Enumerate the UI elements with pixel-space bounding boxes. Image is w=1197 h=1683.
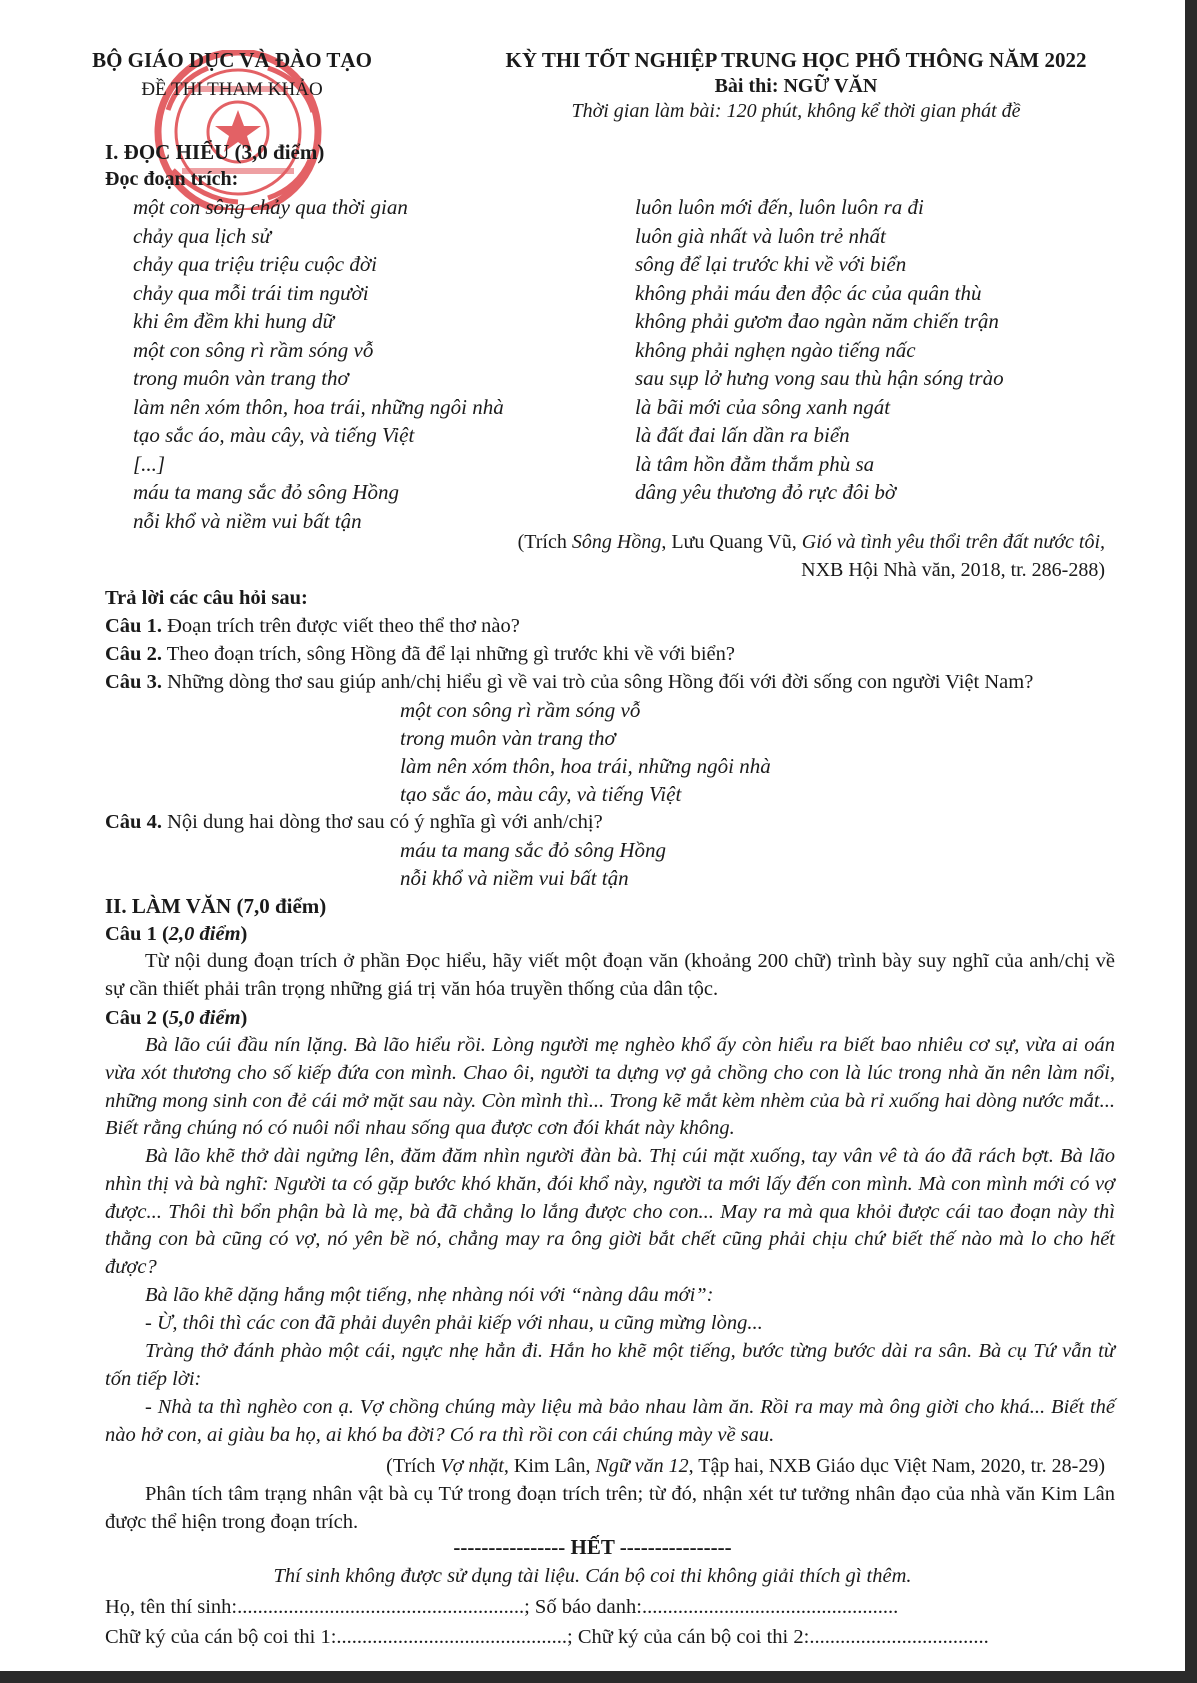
poem-line: dâng yêu thương đỏ rực đôi bờ [635,480,897,504]
source-book: Ngữ văn 12 [595,1455,689,1477]
excerpt-source [386,1452,1105,1480]
question-text: Theo đoạn trích, sông Hồng đã để lại những gì trước khi về với biển? [161,643,735,665]
exam-title: KỲ THI TỐT NGHIỆP TRUNG HỌC PHỔ THÔNG NĂM 2022 [505,48,1087,72]
exam-subject: Bài thi: NGỮ VĂN [714,75,878,97]
poem-line: chảy qua lịch sử [133,223,272,248]
questions-block [105,584,1115,696]
excerpt-paragraph-2: Bà lão khẽ thở dài ngửng lên, đăm đăm nhìn người đàn bà. Thị cúi mặt xuống, tay vân vê tà áo đã rách bợt. Bà lão nhìn thị và bà nghĩ: Người ta có gặp bước khó khăn, đói khổ này, người ta mới lấy đến con mình. Mà con mình mới có vợ được... Thôi thì bổn phận bà là mẹ, bà đã chẳng lo lắng được cho con... May ra mà qua khỏi được cái tao đoạn này thì thằng con bà cũng có vợ, nó yên bề nó, chẳng may ra ông giời bắt chết cũng phải chịu chứ biết thế nào mà lo cho hết được? [105,1145,1115,1279]
source-open: (Trích [386,1455,441,1477]
essay-2-label [105,1004,1115,1032]
source-work: Vợ nhặt [440,1455,504,1477]
question-text: Đoạn trích trên được viết theo thể thơ nào? [161,615,520,637]
excerpt-paragraph-6: - Nhà ta thì nghèo con ạ. Vợ chồng chúng mày liệu mà bảo nhau làm ăn. Rồi ra may mà ông giời cho khá... Biết thế nào hở con, ai giàu ba họ, ai khó ba đời? Có ra thì rồi con cái chúng mày về sau. [105,1396,1115,1446]
source-rest: , Tập hai, NXB Giáo dục Việt Nam, 2020, tr. 28-29) [688,1455,1105,1477]
question-label: Câu 2. [105,643,162,665]
label-close: ) [240,1007,248,1029]
poem-line: là bãi mới của sông xanh ngát [635,394,891,419]
points: 2,0 điểm [168,923,241,945]
poem-line: máu ta mang sắc đỏ sông Hồng [133,480,399,504]
end-note: Thí sinh không được sử dụng tài liệu. Cán bộ coi thi không giải thích gì thêm. [273,1565,912,1587]
verse-line: trong muôn vàn trang thơ [400,726,616,750]
verse-line: máu ta mang sắc đỏ sông Hồng [400,838,666,862]
end-mark: ---------------- HẾT ---------------- [453,1535,732,1559]
question-2 [105,640,1115,668]
question-label: Câu 4. [105,811,162,833]
poem-line: một con sông rì rầm sóng vỗ [133,337,374,362]
poem-line: chảy qua mỗi trái tim người [133,280,369,305]
section1-title: I. ĐỌC HIỂU (3,0 điểm) [105,140,325,164]
essay-1-prompt: Từ nội dung đoạn trích ở phần Đọc hiểu, hãy viết một đoạn văn (khoảng 200 chữ) trình bày suy nghĩ của anh/chị về sự cần thiết phải trân trọng những giá trị văn hóa truyền thống của dân tộc. [105,950,1115,1000]
poem-line: một con sông chảy qua thời gian [133,195,408,219]
poem-line: sau sụp lở hưng vong sau thù hận sóng trào [635,366,1004,390]
source-author: , Kim Lân, [503,1455,596,1477]
candidate-info-line: Họ, tên thí sinh:........................................................; Số báo danh:.................................................. [105,1596,899,1618]
question-4-block [105,808,1115,836]
proctor-signature-line: Chữ ký của cán bộ coi thi 1:.............................................; Chữ ký của cán bộ coi thi 2:................................... [105,1626,989,1648]
source-author: , Lưu Quang Vũ, [661,531,802,553]
poem-line: luôn già nhất và luôn trẻ nhất [635,223,886,248]
q4-verses [400,836,666,892]
poem-left-column [133,193,504,535]
poem-line: khi êm đềm khi hung dữ [133,309,334,333]
ministry-name: BỘ GIÁO DỤC VÀ ĐÀO TẠO [92,48,372,72]
section2-title: II. LÀM VĂN (7,0 điểm) [105,894,327,918]
poem-line: luôn luôn mới đến, luôn luôn ra đi [635,195,924,219]
section2-heading-block [105,892,1115,948]
poem-line: làm nên xóm thôn, hoa trái, những ngôi nhà [133,394,504,419]
poem-line: không phải máu đen độc ác của quân thù [635,280,982,305]
question-3 [105,668,1115,696]
questions-heading: Trả lời các câu hỏi sau: [105,587,308,609]
poem-line: chảy qua triệu triệu cuộc đời [133,252,377,276]
label-close: ) [240,923,248,945]
source-publisher: NXB Hội Nhà văn, 2018, tr. 286-288) [801,559,1105,581]
poem-line: không phải gươm đao ngàn năm chiến trận [635,309,999,333]
scan-edge-bottom [0,1671,1197,1683]
exam-type: ĐỀ THI THAM KHẢO [141,79,323,100]
verse-line: làm nên xóm thôn, hoa trái, những ngôi nhà [400,754,771,778]
scan-edge-right [1185,0,1197,1683]
verse-line: tạo sắc áo, màu cây, và tiếng Việt [400,782,682,806]
verse-line: nỗi khổ và niềm vui bất tận [400,866,629,890]
poem-line: trong muôn vàn trang thơ [133,366,349,390]
question-text: Những dòng thơ sau giúp anh/chị hiểu gì về vai trò của sông Hồng đối với đời sống con người Việt Nam? [161,671,1034,693]
essay-1-label [105,920,1115,948]
q3-verses [400,696,771,808]
label-text: Câu 1 ( [105,923,169,945]
label-text: Câu 2 ( [105,1007,169,1029]
poem-source [518,528,1105,584]
source-work: Sông Hồng [571,531,662,553]
essay-2-task: Phân tích tâm trạng nhân vật bà cụ Tứ trong đoạn trích trên; từ đó, nhận xét tư tưởng nhân đạo của nhà văn Kim Lân được thể hiện trong đoạn trích. [105,1483,1115,1533]
time-note: Thời gian làm bài: 120 phút, không kể thời gian phát đề [571,100,1021,122]
poem-right-column [635,193,1004,507]
excerpt-paragraph-5: Tràng thở đánh phào một cái, ngực nhẹ hẳn đi. Hắn ho khẽ một tiếng, bước từng bước dài ra sân. Bà cụ Tứ vẫn từ tốn tiếp lời: [105,1340,1115,1390]
poem-line: nỗi khổ và niềm vui bất tận [133,508,362,533]
header-right [476,48,1116,123]
poem-line: sông để lại trước khi về với biển [635,252,907,276]
poem-line: không phải nghẹn ngào tiếng nấc [635,337,916,362]
header-left [82,48,382,101]
excerpt-paragraph-4: - Ừ, thôi thì các con đã phải duyên phải kiếp với nhau, u cũng mừng lòng... [145,1312,763,1334]
question-1 [105,612,1115,640]
verse-line: một con sông rì rầm sóng vỗ [400,698,641,722]
question-4 [105,808,1115,836]
poem-line: [...] [133,451,166,476]
essay-2-label-block [105,1004,1115,1032]
poem-line: là tâm hồn đằm thắm phù sa [635,451,875,476]
excerpt-paragraph-3: Bà lão khẽ dặng hắng một tiếng, nhẹ nhàng nói với “nàng dâu mới”: [145,1284,714,1306]
source-open: (Trích [517,531,572,553]
poem-line: tạo sắc áo, màu cây, và tiếng Việt [133,423,415,447]
source-book: Gió và tình yêu thổi trên đất nước tôi, [801,531,1105,553]
points: 5,0 điểm [168,1007,241,1029]
reading-intro: Đọc đoạn trích: [105,168,239,190]
poem-line: là đất đai lấn dần ra biển [635,423,850,447]
question-text: Nội dung hai dòng thơ sau có ý nghĩa gì với anh/chị? [161,811,603,833]
question-label: Câu 1. [105,615,162,637]
question-label: Câu 3. [105,671,162,693]
excerpt-paragraph-1: Bà lão cúi đầu nín lặng. Bà lão hiểu rồi. Lòng người mẹ nghèo khổ ấy còn hiểu ra biết bao nhiêu cơ sự, vừa ai oán vừa xót thương cho số kiếp đứa con mình. Chao ôi, người ta dựng vợ gả chồng cho con là lúc trong nhà ăn nên làm nổi, những mong sinh con đẻ cái mở mặt sau này. Còn mình thì... Trong kẽ mắt kèm nhèm của bà rỉ xuống hai dòng nước mắt... Biết rằng chúng nó có nuôi nổi nhau sống qua được cơn đói khát này không. [105,1034,1115,1140]
